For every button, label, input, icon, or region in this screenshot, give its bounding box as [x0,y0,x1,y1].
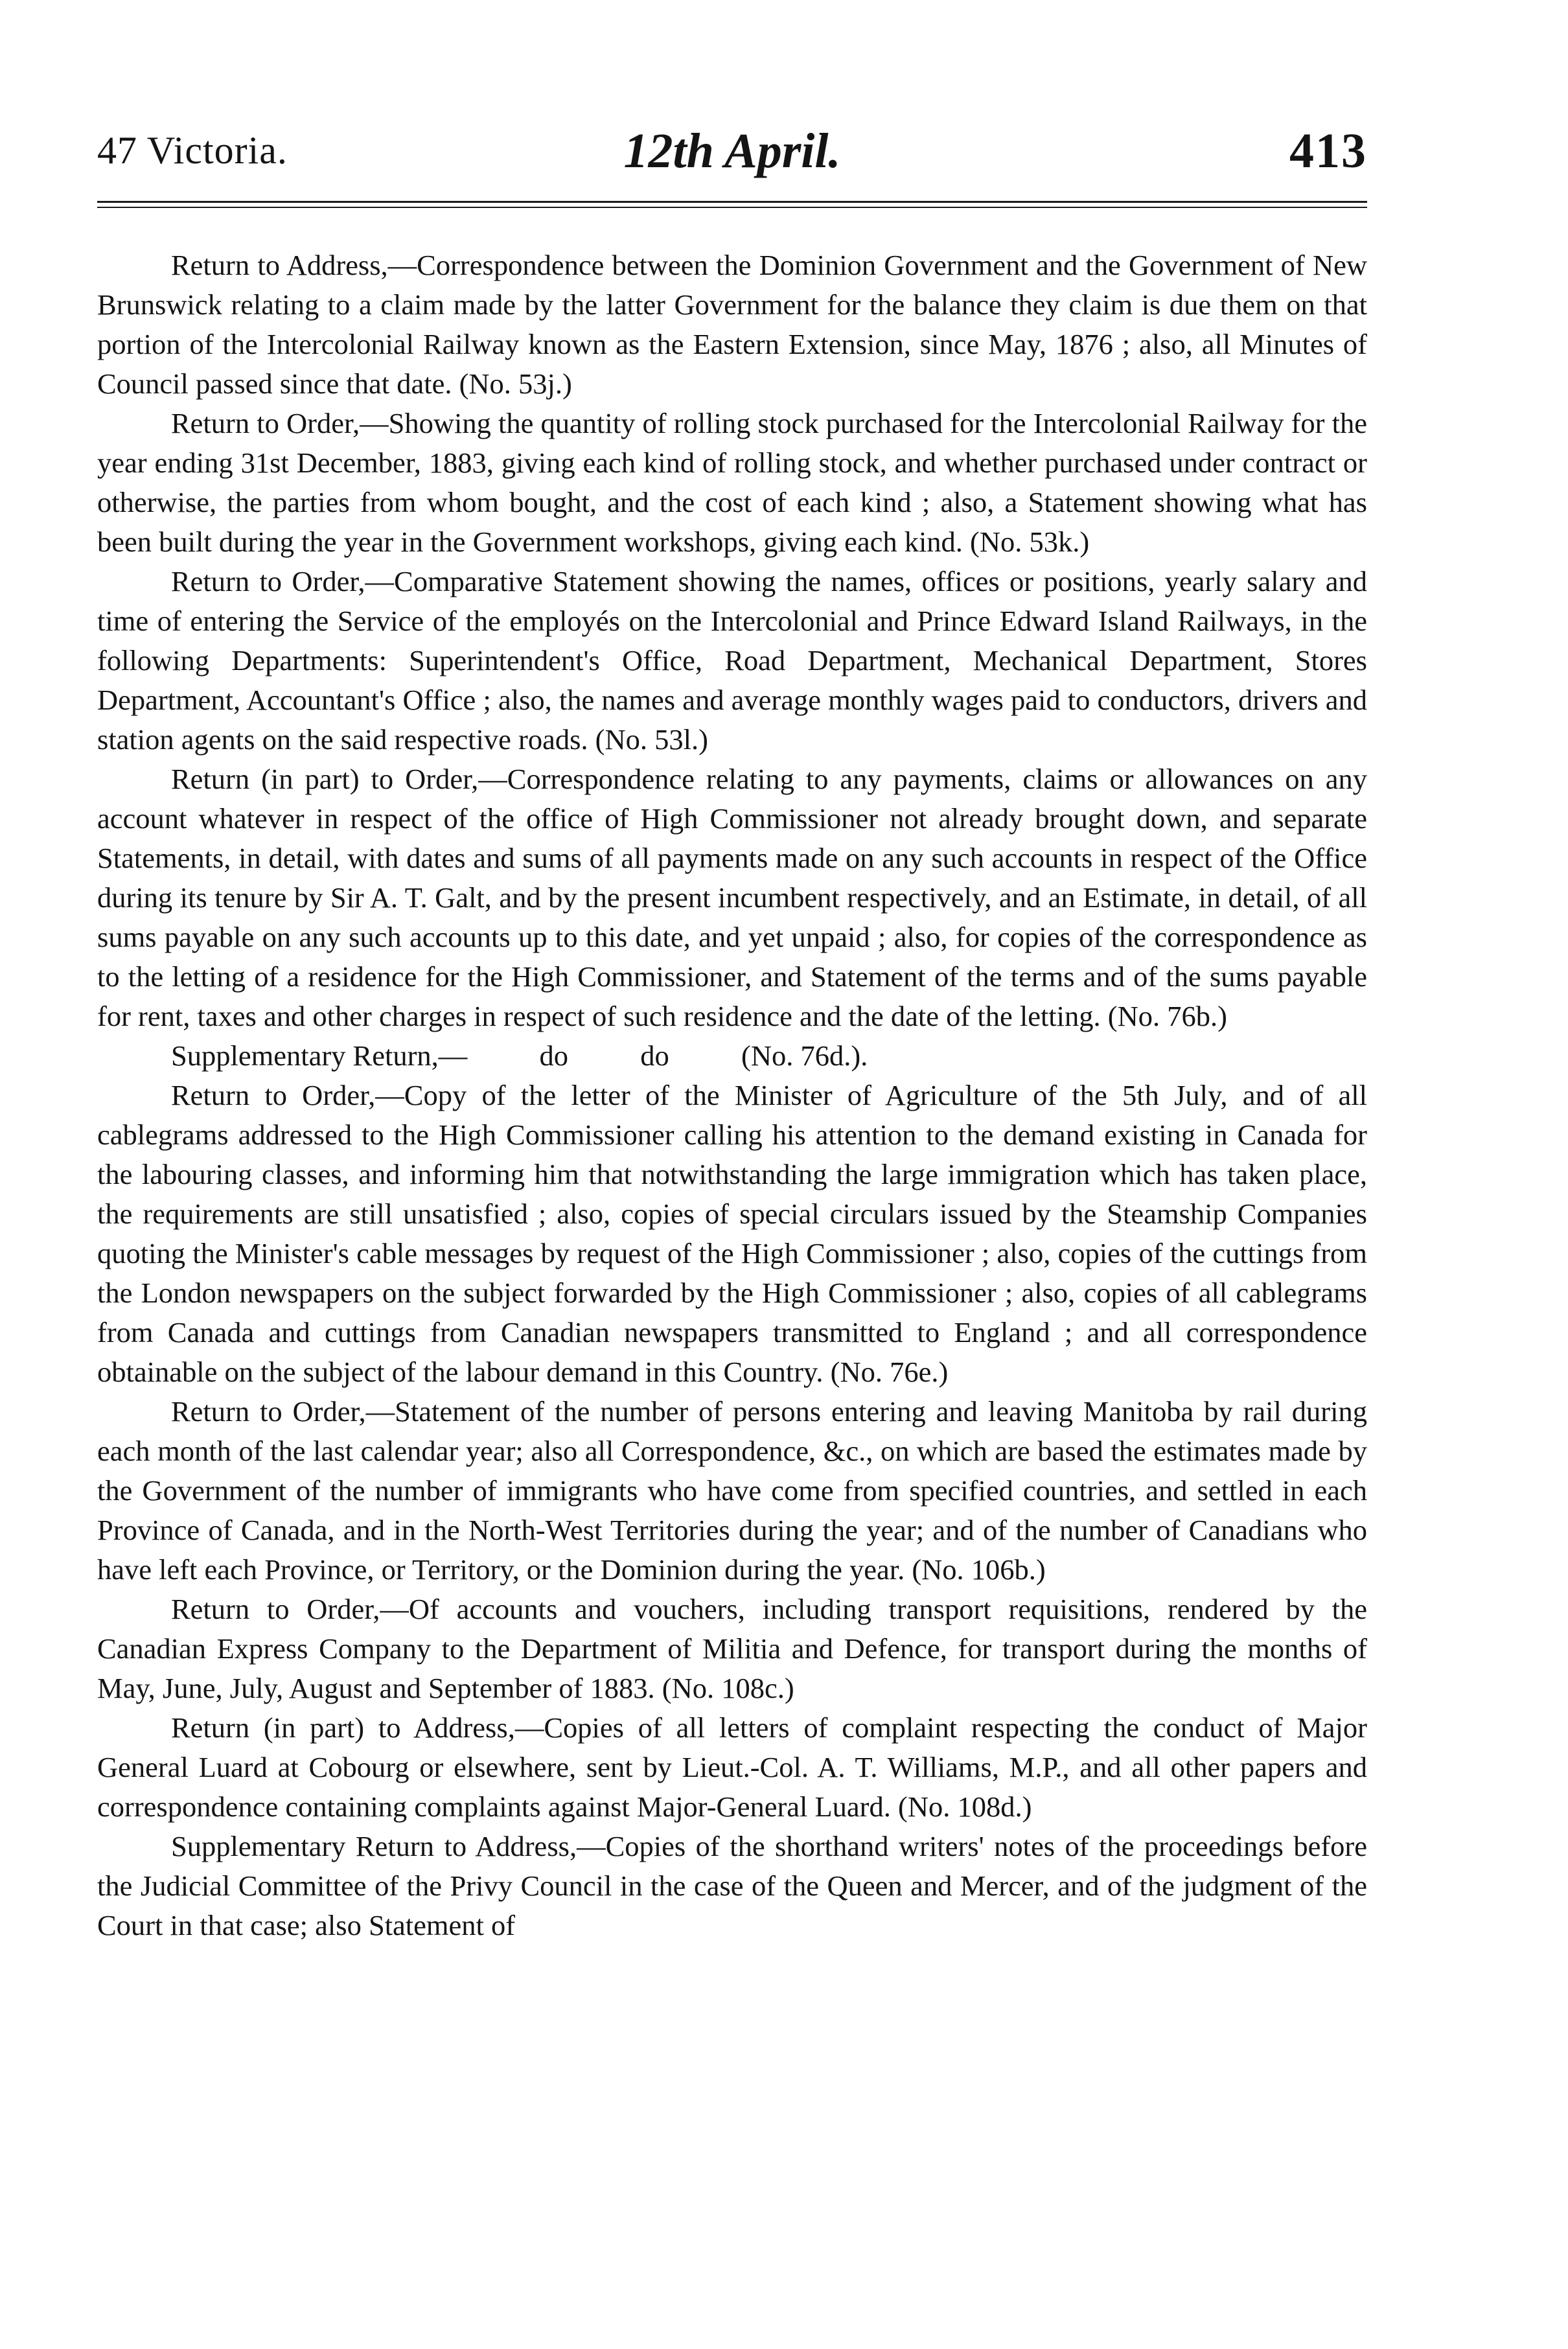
regnal-year: 47 Victoria. [97,129,288,172]
page-number: 413 [1289,124,1367,178]
return-entry: Return (in part) to Order,—Correspondence relating to any payments, claims or allowances on any account whatever in respect of the office of High Commissioner not already brought down, and separate Statements, in detail, with dates and sums of all payments made on any such accounts in respect of the Office during its tenure by Sir A. T. Galt, and by the present incumbent respectively, and an Estimate, in detail, of all sums payable on any such accounts up to this date, and yet unpaid ; also, for copies of the correspondence as to the letting of a residence for the High Commissioner, and Statement of the terms and of the sums payable for rent, taxes and other charges in respect of such residence and the date of the letting. (No. 76b.) [97,763,1367,1032]
return-entry: Return to Order,—Comparative Statement showing the names, offices or positions, yearly salary and time of entering the Service of the employés on the Intercolonial and Prince Edward Island Railways, in the following Departments: Superintendent's Office, Road Department, Mechanical Department, Stores Department, Accountant's Office ; also, the names and average monthly wages paid to conductors, drivers and station agents on the said respective roads. (No. 53l.) [97,565,1367,756]
return-entry: Return to Order,—Of accounts and vouchers, including transport requisitions, rendered by the Canadian Express Company to the Department of Militia and Defence, for transport during the months of May, June, July, August and September of 1883. (No. 108c.) [97,1593,1367,1704]
return-entry: Supplementary Return to Address,—Copies of the shorthand writers' notes of the proceedings before the Judicial Committee of the Privy Council in the case of the Queen and Mercer, and of the judgment of the Court in that case; also Statement of [97,1830,1367,1941]
return-entry: Return to Order,—Copy of the letter of the Minister of Agriculture of the 5th July, and of all cablegrams addressed to the High Commissioner calling his attention to the demand existing in Canada for the labouring classes, and informing him that notwithstanding the large immigration which has taken place, the requirements are still unsatisfied ; also, copies of special circulars issued by the Steamship Companies quoting the Minister's cable messages by request of the High Commissioner ; also, copies of the cuttings from the London newspapers on the subject forwarded by the High Commissioner ; also, copies of all cablegrams from Canada and cuttings from Canadian newspapers transmitted to England ; and all correspondence obtainable on the subject of the labour demand in this Country. (No. 76e.) [97,1079,1367,1388]
journal-page [97,123,1367,1945]
return-entry: Return to Order,—Showing the quantity of rolling stock purchased for the Intercolonial Railway for the year ending 31st December, 1883, giving each kind of rolling stock, and whether purchased under contract or otherwise, the parties from whom bought, and the cost of each kind ; also, a Statement showing what has been built during the year in the Government workshops, giving each kind. (No. 53k.) [97,407,1367,558]
return-entry: Return to Address,—Correspondence between the Dominion Government and the Government of New Brunswick relating to a claim made by the latter Government for the balance they claim is due them on that portion of the Intercolonial Railway known as the Eastern Extension, since May, 1876 ; also, all Minutes of Council passed since that date. (No. 53j.) [97,249,1367,400]
page-date: 12th April. [623,124,841,178]
return-entry: Return (in part) to Address,—Copies of all letters of complaint respecting the conduct of Major General Luard at Cobourg or elsewhere, sent by Lieut.-Col. A. T. Williams, M.P., and all other papers and correspondence containing complaints against Major-General Luard. (No. 108d.) [97,1711,1367,1823]
header-rule [97,201,1367,208]
supplementary-return-entry: Supplementary Return,— do do (No. 76d.). [171,1039,868,1072]
page-header [97,123,1367,194]
return-entry: Return to Order,—Statement of the number of persons entering and leaving Manitoba by rail during each month of the last calendar year; also all Correspondence, &c., on which are based the estimates made by the Government of the number of immigrants who have come from specified countries, and settled in each Province of Canada, and in the North-West Territories during the year; and of the number of Canadians who have left each Province, or Territory, or the Dominion during the year. (No. 106b.) [97,1395,1367,1586]
page-body [97,246,1367,1945]
